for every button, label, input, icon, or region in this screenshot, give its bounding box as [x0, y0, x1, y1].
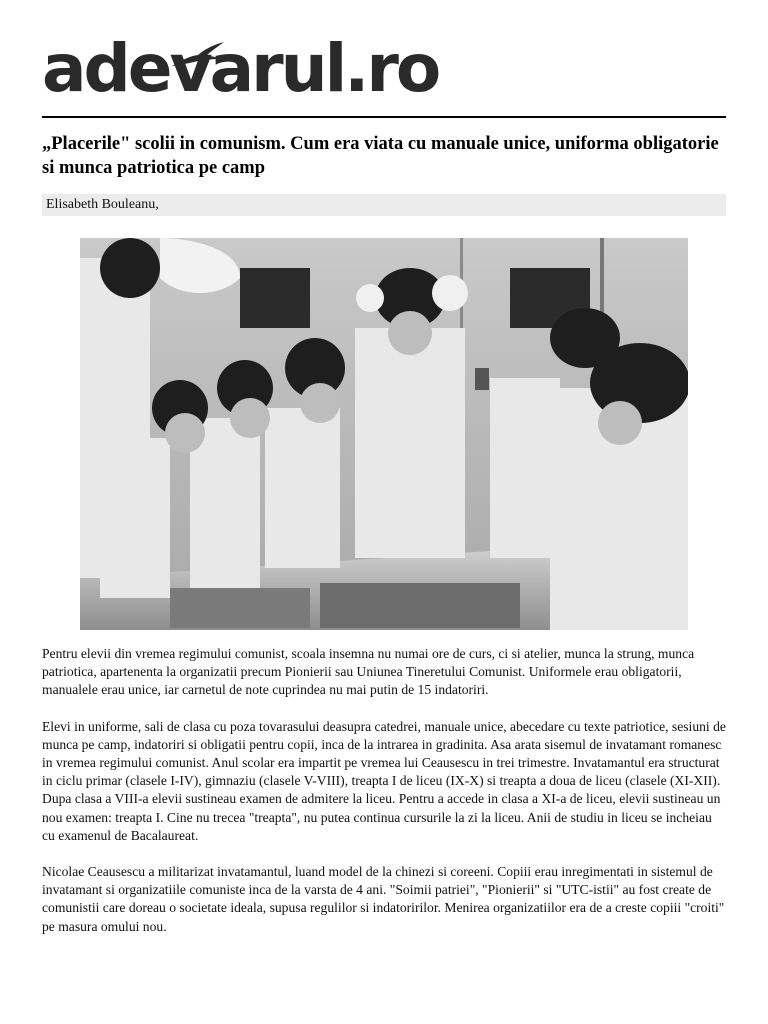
classroom-photo: [80, 238, 688, 630]
bird-logo-icon: [170, 40, 226, 70]
article-paragraph: Nicolae Ceausescu a militarizat invatamantul, luand model de la chinezi si coreeni. Copiii erau inregimentati in sistemul de invatamant si organizatiile comuniste inca de la varsta de 4 ani. "Soimii patriei", "Pionierii" si "UTC-istii" au fost create de comunistii care doreau o societate ideala, supusa regulilor si indatoririlor. Menirea organizatiilor era de a creste copiii "croiti" pe masura omului nou.: [42, 864, 725, 934]
site-logo[interactable]: adevarul.ro: [42, 30, 439, 107]
author-name[interactable]: Elisabeth Bouleanu,: [46, 197, 159, 212]
masthead: [42, 0, 726, 118]
article-paragraph: Elevi in uniforme, sali de clasa cu poza tovarasului deasupra catedrei, manuale unice, abecedare cu texte patriotice, sesiuni de munca pe camp, indatoriri si obligatii pentru copii, inca de la intrarea in gradinita. Asa arata sisemul de invatamant romanesc in vremea regimului comunist. Anul scolar era impartit pe vremea lui Ceausescu in trei trimestre. Invatamantul era structurat in ciclu primar (clasele I-IV), gimnaziu (clasele V-VIII), treapta I de liceu (IX-X) si treapta a doua de liceu (clasele (XI-XII). Dupa clasa a VIII-a elevii sustineau examen de admitere la liceu. Pentru a accede in clasa a XI-a de liceu, elevii sustineau un nou examen: treapta I. Cine nu trecea "treapta", nu putea continua cursurile la zi la liceu. Anii de studiu in liceu se incheiau cu examenul de Bacalaureat.: [42, 718, 726, 843]
photo-illustration: [80, 238, 688, 630]
article-page: [42, 0, 726, 934]
article-body: [42, 645, 726, 954]
author-byline: [42, 194, 726, 216]
article-paragraph: Pentru elevii din vremea regimului comunist, scoala insemna nu numai ore de curs, ci si atelier, munca la strung, munca patriotica, apartenenta la organizatii precum Pionierii sau Uniunea Tineretului Comunist. Uniformele erau obligatorii, manualele erau unice, iar carnetul de note cuprindea nu mai putin de 15 indatoriri.: [42, 646, 695, 698]
article-headline: „Placerile" scolii in comunism. Cum era viata cu manuale unice, uniforma obligatorie si munca patriotica pe camp: [42, 134, 719, 178]
